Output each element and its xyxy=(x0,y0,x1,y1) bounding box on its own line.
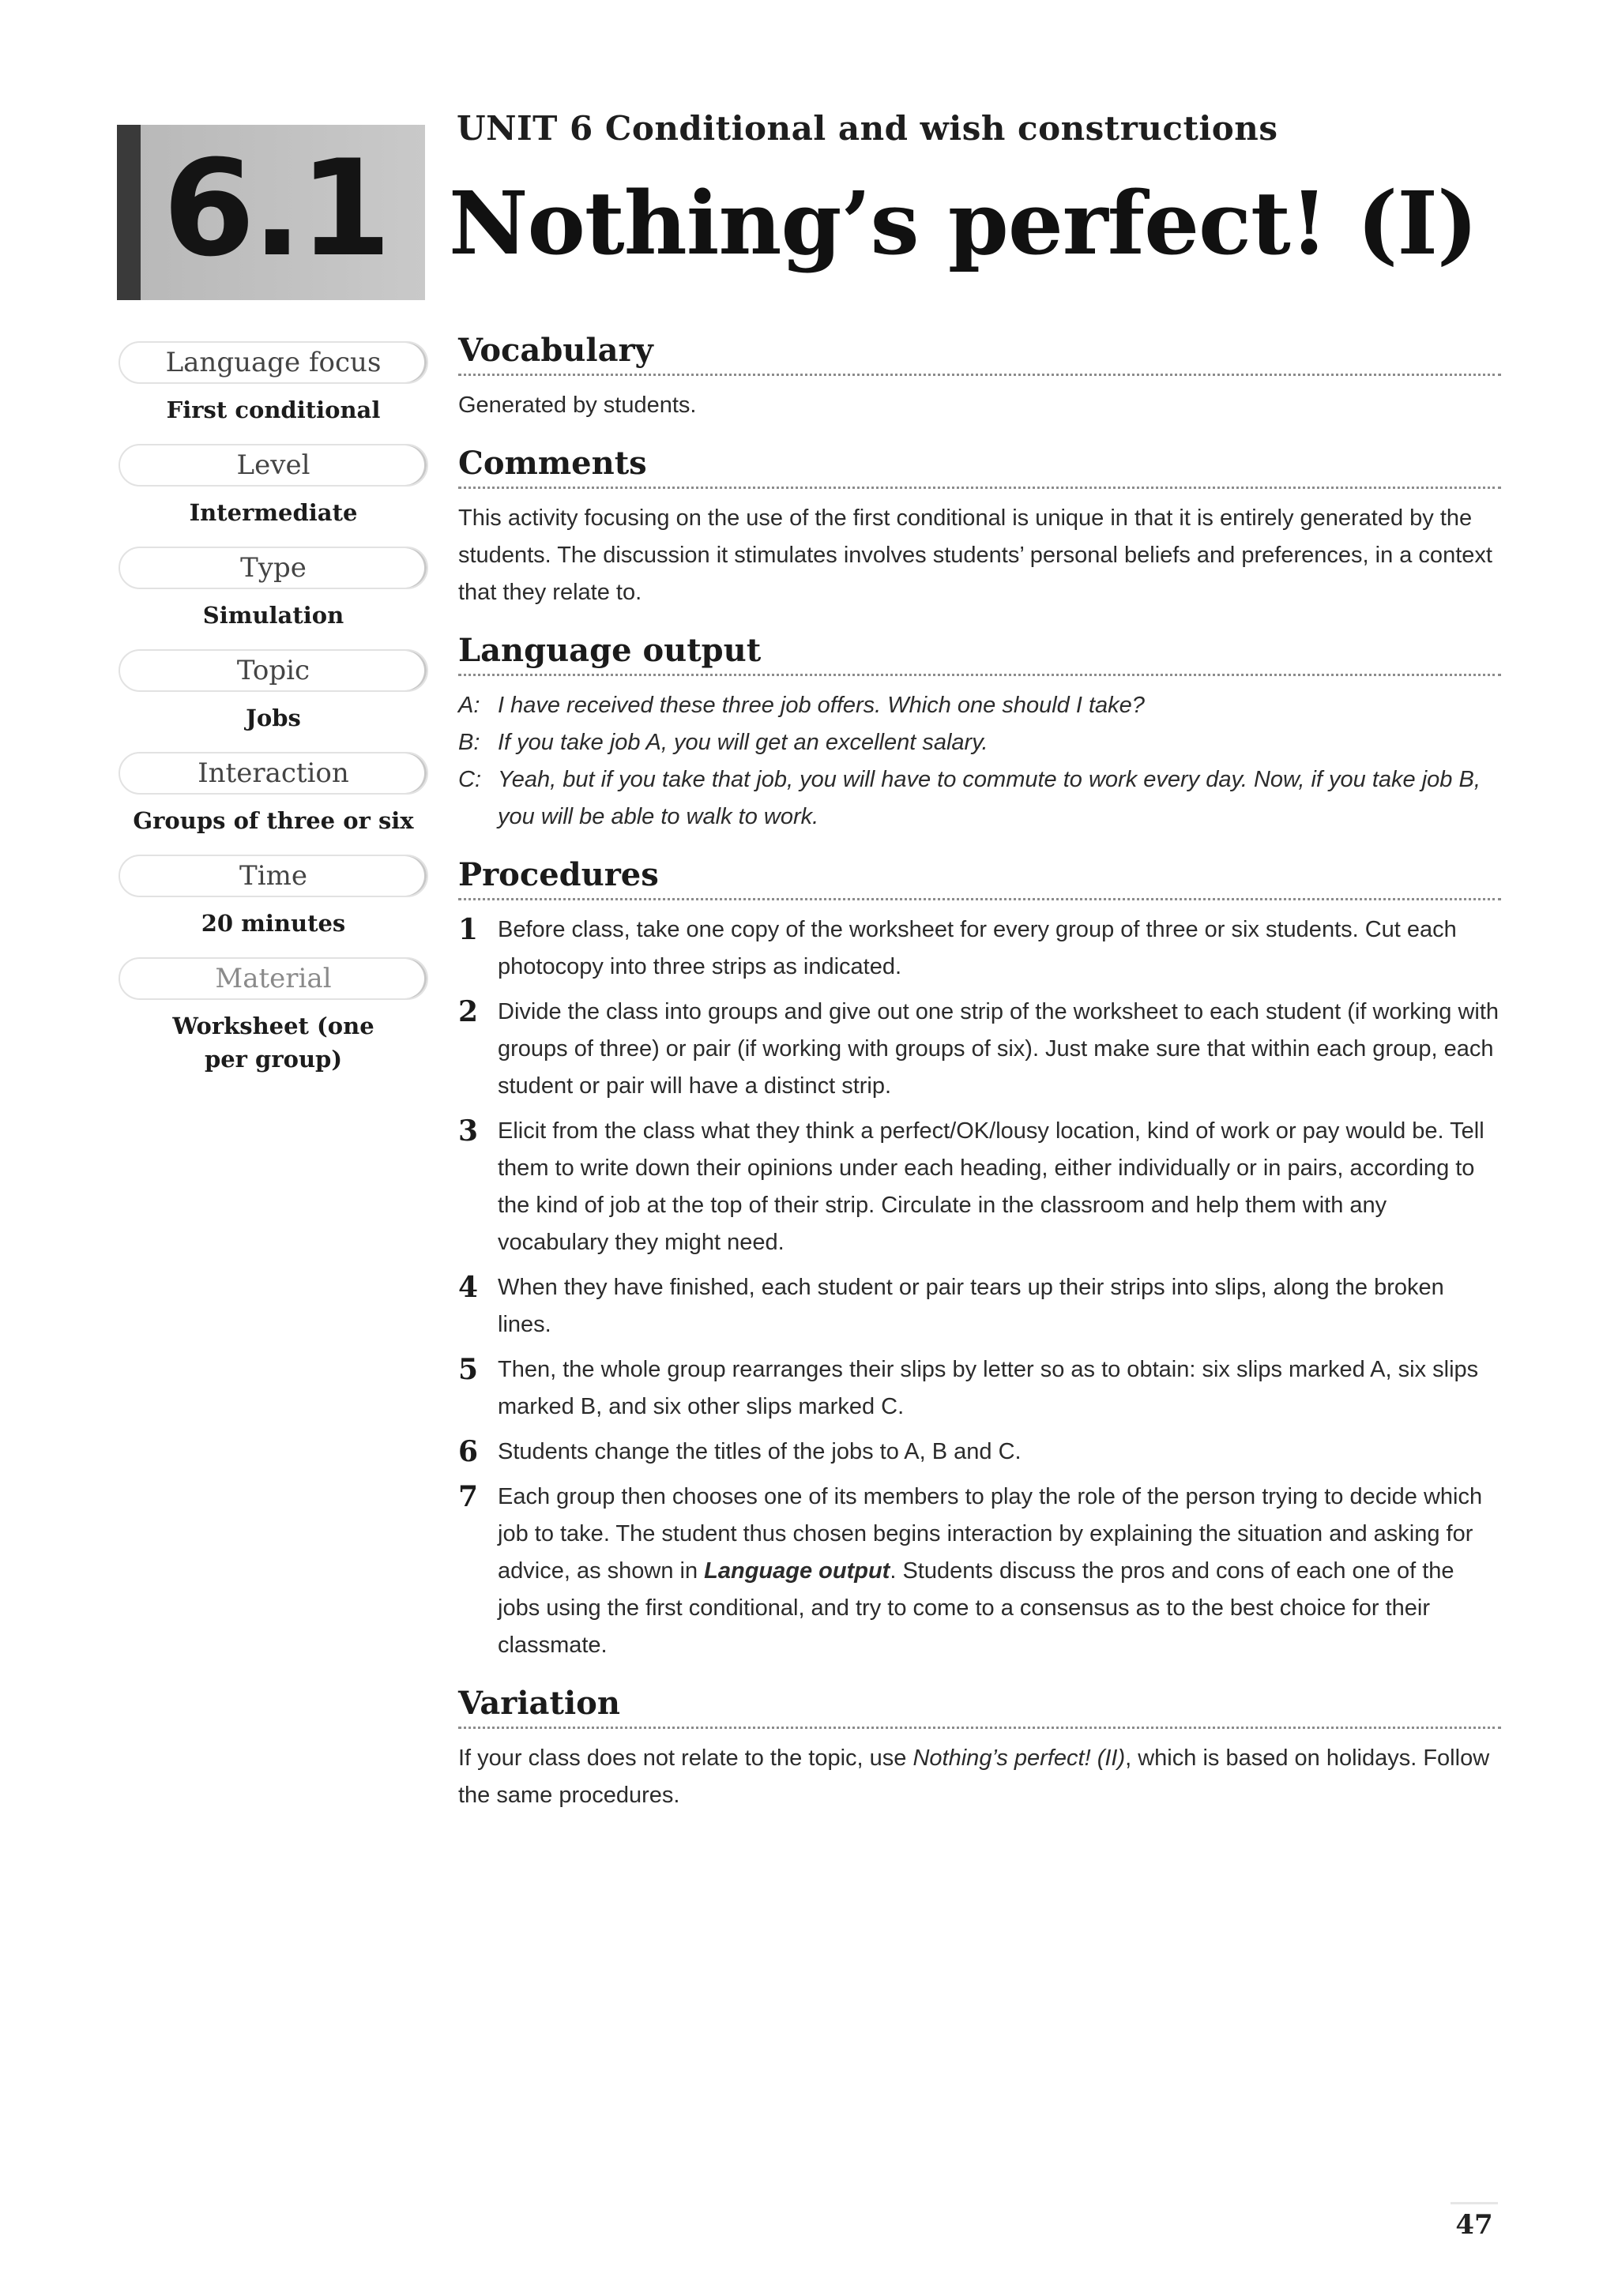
step-text-part: . Students discuss the pros and cons of each one of the jobs using the first conditional, and try to come to a consensus as to the best choice for their classmate. xyxy=(498,1558,1454,1658)
page-number: 47 xyxy=(1451,2202,1498,2241)
sidebar-label-type: Type xyxy=(119,547,428,589)
sidebar-value-type: Simulation xyxy=(202,602,344,629)
language-output-section xyxy=(458,632,1501,836)
dialog-line xyxy=(458,761,1501,836)
vocabulary-text: Generated by students. xyxy=(458,393,697,418)
variation-section xyxy=(458,1685,1501,1814)
step-text: Before class, take one copy of the worksheet for every group of three or six students. Cut each photocopy into three strips as indicated. xyxy=(498,917,1457,979)
step-number: 7 xyxy=(458,1480,479,1513)
step-number: 1 xyxy=(458,913,479,946)
procedure-step xyxy=(458,1479,1501,1664)
sidebar-label-time: Time xyxy=(119,855,428,897)
procedures-section xyxy=(458,856,1501,1664)
step-number: 2 xyxy=(458,995,479,1028)
sidebar-label-language-focus: Language focus xyxy=(119,341,428,384)
step-number: 3 xyxy=(458,1114,479,1148)
dialog-line xyxy=(458,687,1501,724)
language-output-reference: Language output xyxy=(704,1558,890,1584)
step-text-part: Each group then chooses one of its members to play the role of the person trying to decide which job to take. The student thus chosen begins interaction by explaining the situation and asking for advice, as shown in xyxy=(498,1484,1483,1584)
step-text: Then, the whole group rearranges their slips by letter so as to obtain: six slips marked A, six slips marked B, and six other slips marked C. xyxy=(498,1357,1479,1419)
dialog-utterance: If you take job A, you will get an excellent salary. xyxy=(498,730,988,755)
comments-text: This activity focusing on the use of the first conditional is unique in that it is entirely generated by the students. The discussion it stimulates involves students’ personal beliefs and preferences, in a context that they relate to. xyxy=(458,505,1492,605)
unit-number-badge xyxy=(117,125,425,300)
variation-text-part: If your class does not relate to the topic, use xyxy=(458,1745,913,1771)
step-text: Students change the titles of the jobs to A, B and C. xyxy=(498,1439,1022,1464)
sidebar-value-interaction: Groups of three or six xyxy=(133,807,414,834)
procedure-step xyxy=(458,1113,1501,1261)
dialog-speaker: B: xyxy=(458,730,480,755)
activity-title-reference: Nothing’s perfect! (II) xyxy=(912,1745,1126,1771)
main-content xyxy=(458,332,1501,1835)
procedure-step xyxy=(458,911,1501,986)
vocabulary-heading: Vocabulary xyxy=(458,332,1501,376)
unit-number: 6.1 xyxy=(163,131,389,286)
activity-info-sidebar xyxy=(119,341,428,1093)
sidebar-value-language-focus: First conditional xyxy=(166,396,381,423)
sidebar-label-topic: Topic xyxy=(119,649,428,692)
vocabulary-section xyxy=(458,332,1501,424)
sidebar-value-topic: Jobs xyxy=(246,705,301,731)
step-text xyxy=(498,1479,1501,1664)
dialog-line xyxy=(458,724,1501,761)
step-number: 5 xyxy=(458,1353,479,1386)
dialog-speaker: C: xyxy=(458,767,481,792)
variation-heading: Variation xyxy=(458,1685,1501,1729)
page-title: Nothing’s perfect! (I) xyxy=(449,172,1477,274)
dialog-speaker: A: xyxy=(458,693,480,718)
step-text: Divide the class into groups and give out one strip of the worksheet to each student (if working with groups of three) or pair (if working with groups of six). Just make sure that within each group, each student or pair will have a distinct strip. xyxy=(498,999,1499,1099)
dialog-utterance: I have received these three job offers. Which one should I take? xyxy=(498,693,1145,718)
dialog-utterance: Yeah, but if you take that job, you will have to commute to work every day. Now, if you take job B, you will be able to walk to work. xyxy=(498,767,1481,829)
sidebar-value-level: Intermediate xyxy=(189,499,358,526)
procedure-step xyxy=(458,1351,1501,1426)
procedure-step xyxy=(458,1269,1501,1343)
sidebar-label-level: Level xyxy=(119,444,428,487)
step-number: 6 xyxy=(458,1435,479,1468)
step-text: Elicit from the class what they think a perfect/OK/lousy location, kind of work or pay would be. Tell them to write down their opinions under each heading, either individually or in pairs, according to the kind of job at the top of their strip. Circulate in the classroom and help them with any vocabulary they might need. xyxy=(498,1118,1484,1255)
unit-heading: UNIT 6 Conditional and wish constructions xyxy=(457,109,1278,148)
comments-heading: Comments xyxy=(458,445,1501,489)
procedure-step xyxy=(458,1434,1501,1471)
variation-text-part: , which is based on holidays. Follow the same procedures. xyxy=(458,1745,1490,1808)
comments-section xyxy=(458,445,1501,611)
variation-text xyxy=(458,1740,1501,1814)
sidebar-value-material: Worksheet (one per group) xyxy=(172,1013,374,1073)
sidebar-label-interaction: Interaction xyxy=(119,752,428,795)
step-text: When they have finished, each student or pair tears up their strips into slips, along the broken lines. xyxy=(498,1275,1444,1337)
sidebar-label-material: Material xyxy=(119,957,428,1000)
step-number: 4 xyxy=(458,1271,479,1304)
procedure-step xyxy=(458,994,1501,1105)
procedures-heading: Procedures xyxy=(458,856,1501,900)
language-output-heading: Language output xyxy=(458,632,1501,676)
sidebar-value-time: 20 minutes xyxy=(201,910,346,937)
